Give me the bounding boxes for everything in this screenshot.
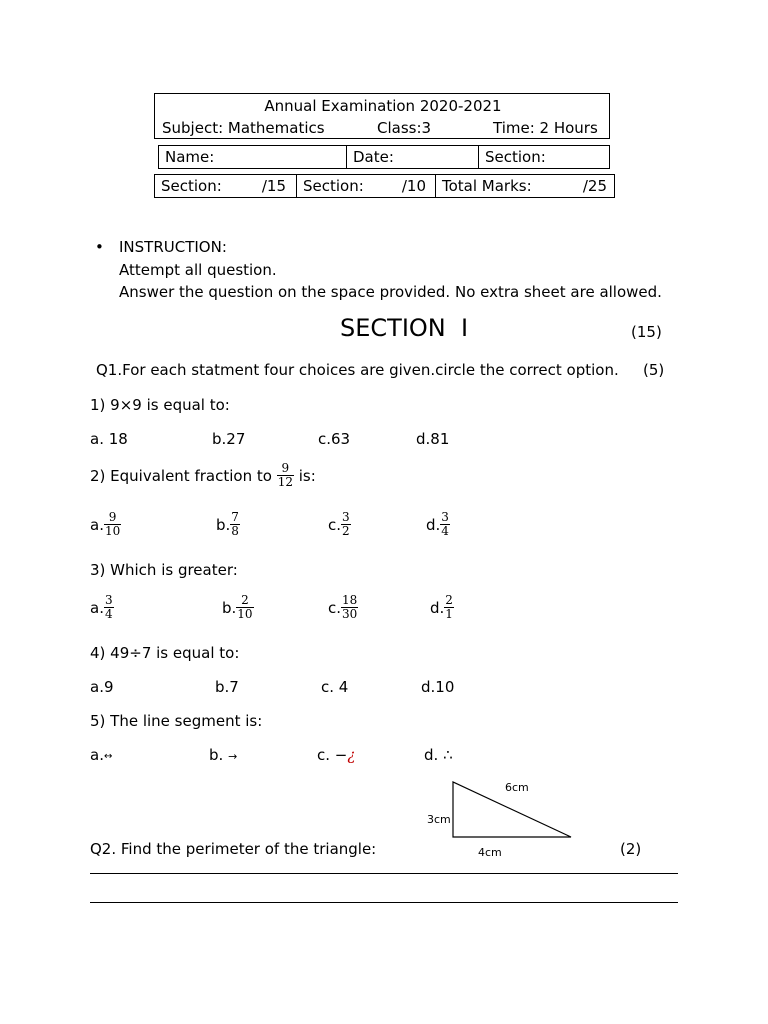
question-2: 2) Equivalent fraction to $\frac{9}{12}$ is:	[90, 461, 316, 489]
option-4d[interactable]: d.10	[421, 678, 455, 696]
option-4a[interactable]: a.9	[90, 678, 114, 696]
subject-label: Subject: Mathematics	[162, 119, 325, 137]
marks-cell-total	[436, 175, 614, 197]
instruction-heading: INSTRUCTION:	[119, 238, 227, 256]
base-label: 4cm	[478, 846, 502, 859]
option-1c[interactable]: c.63	[318, 430, 351, 448]
hypotenuse-label: 6cm	[505, 781, 529, 794]
marks-label: Total Marks:	[442, 177, 532, 195]
marks-value: /15	[261, 177, 286, 195]
line-symbol: −	[334, 746, 348, 764]
marks-value: /25	[582, 177, 607, 195]
name-label: Name:	[165, 148, 215, 166]
height-label: 3cm	[427, 813, 451, 826]
marks-cell-section1	[155, 175, 297, 197]
marks-value: /10	[401, 177, 426, 195]
instruction-line: Attempt all question.	[119, 261, 277, 279]
student-info-table	[158, 145, 610, 169]
section-marks: (15)	[631, 323, 662, 341]
q2-marks: (2)	[620, 840, 642, 858]
section-field[interactable]	[479, 146, 611, 168]
answer-line[interactable]	[90, 873, 678, 874]
question-3: 3) Which is greater:	[90, 561, 238, 579]
option-2d[interactable]: d. $\frac{3}{4}$	[426, 510, 449, 538]
marks-table	[154, 174, 615, 198]
marks-label: Section:	[161, 177, 222, 195]
option-3d[interactable]: d. $\frac{2}{1}$	[430, 593, 453, 621]
q1-text: Q1.For each statment four choices are given.circle the correct option.	[96, 361, 619, 379]
bullet-icon: •	[95, 238, 104, 256]
exam-header-box	[154, 93, 610, 139]
option-4b[interactable]: b.7	[215, 678, 239, 696]
question-2-fraction: $\frac{9}{12}$	[277, 461, 293, 489]
option-5a[interactable]: a. ↔	[90, 746, 113, 764]
double-arrow-icon: ↔	[103, 750, 113, 762]
date-field[interactable]	[347, 146, 479, 168]
section-label: Section:	[485, 148, 546, 166]
class-label: Class:3	[377, 119, 432, 137]
q2-text: Q2. Find the perimeter of the triangle:	[90, 840, 377, 858]
question-5: 5) The line segment is:	[90, 712, 263, 730]
section-title: SECTION I	[340, 314, 469, 342]
marks-cell-section2	[297, 175, 436, 197]
option-3c[interactable]: c. $\frac{18}{30}$	[328, 593, 358, 621]
option-1a[interactable]: a. 18	[90, 430, 128, 448]
question-1: 1) 9×9 is equal to:	[90, 396, 230, 414]
marks-label: Section:	[303, 177, 364, 195]
therefore-icon: ∴	[443, 746, 453, 764]
option-5c[interactable]: c. − ¿	[317, 746, 356, 764]
option-2b[interactable]: b. $\frac{7}{8}$	[216, 510, 239, 538]
option-3a[interactable]: a. $\frac{3}{4}$	[90, 593, 113, 621]
time-label: Time: 2 Hours	[493, 119, 598, 137]
option-1d[interactable]: d.81	[416, 430, 450, 448]
red-glyph: ¿	[347, 746, 356, 764]
exam-title: Annual Examination 2020-2021	[264, 97, 502, 115]
right-arrow-icon: →	[228, 749, 238, 763]
instruction-line: Answer the question on the space provided. No extra sheet are allowed.	[119, 283, 662, 301]
option-1b[interactable]: b.27	[212, 430, 246, 448]
q1-marks: (5)	[643, 361, 665, 379]
date-label: Date:	[353, 148, 394, 166]
answer-line[interactable]	[90, 902, 678, 903]
option-4c[interactable]: c. 4	[321, 678, 349, 696]
option-3b[interactable]: b. $\frac{2}{10}$	[222, 593, 253, 621]
name-field[interactable]	[159, 146, 347, 168]
option-5b[interactable]: b. →	[209, 746, 238, 764]
question-4: 4) 49÷7 is equal to:	[90, 644, 240, 662]
option-2c[interactable]: c. $\frac{3}{2}$	[328, 510, 350, 538]
option-2a[interactable]: a. $\frac{9}{10}$	[90, 510, 121, 538]
option-5d[interactable]: d. ∴	[424, 746, 453, 764]
